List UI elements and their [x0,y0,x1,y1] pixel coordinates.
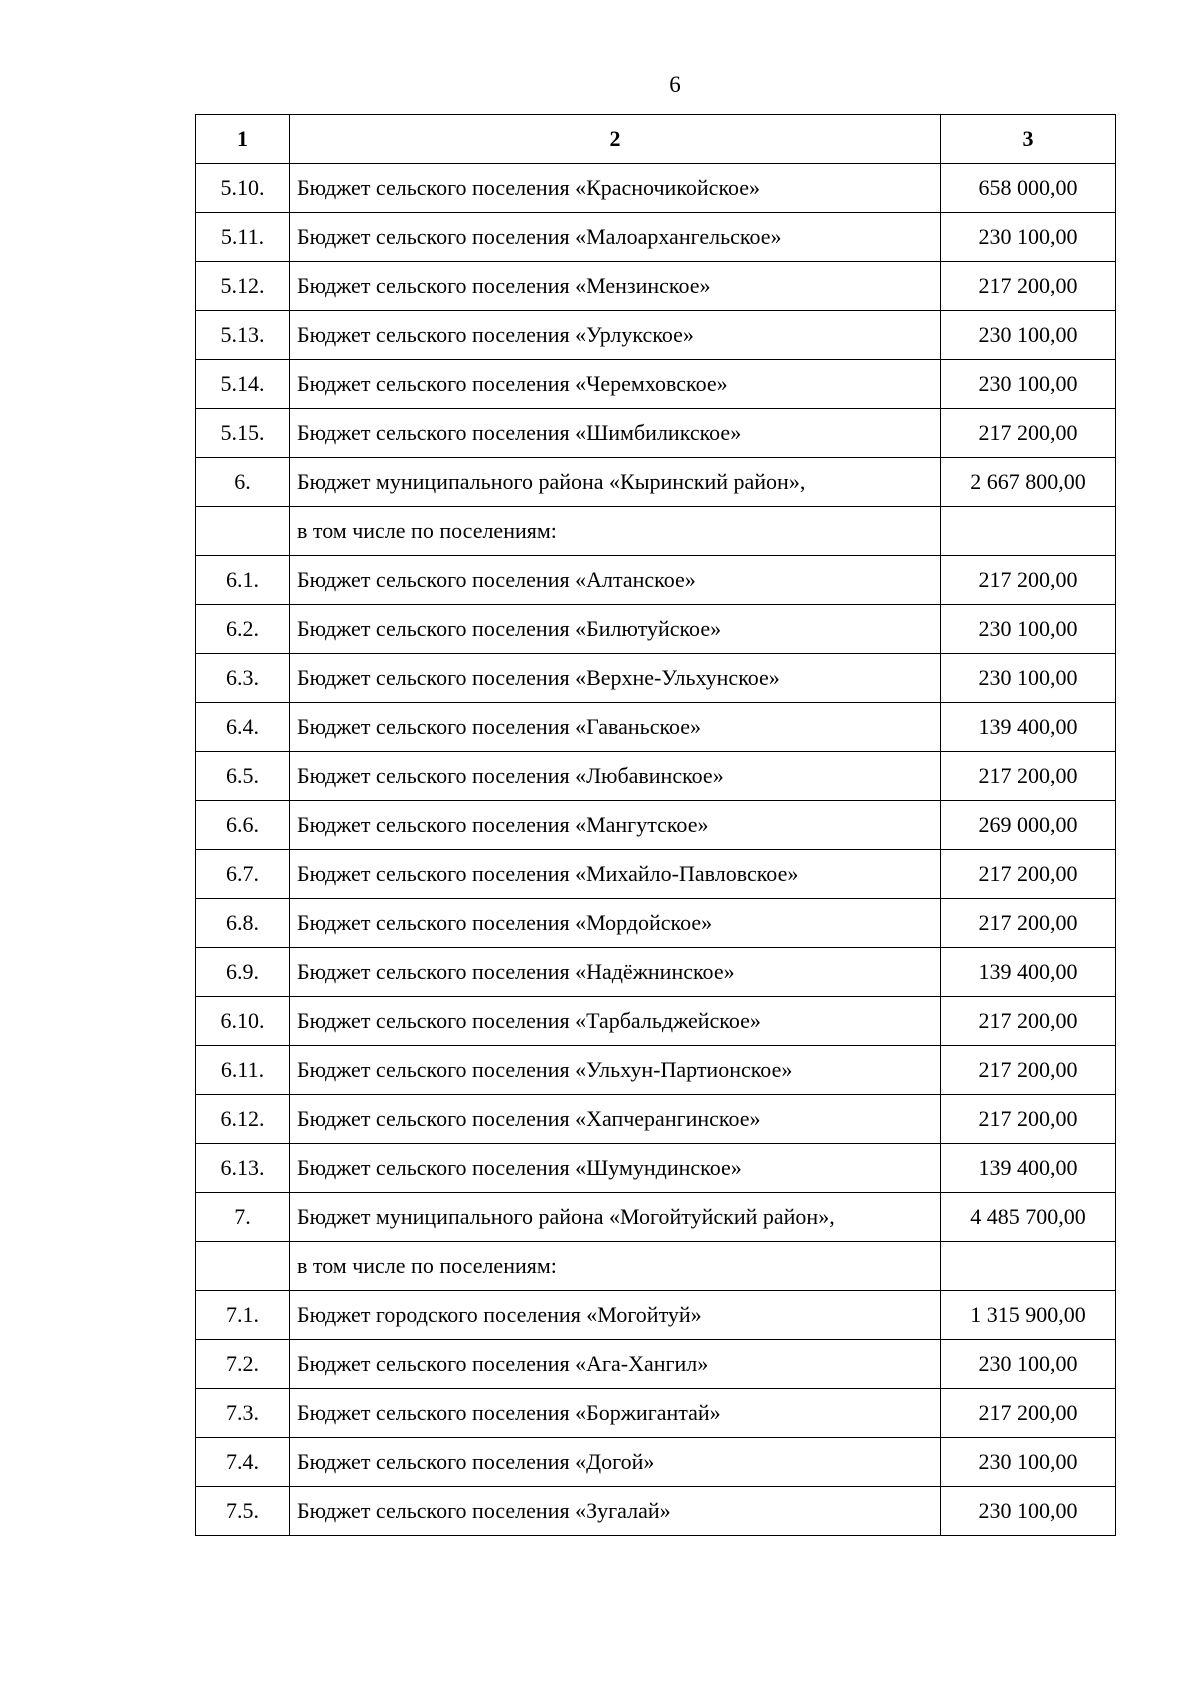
row-name: Бюджет сельского поселения «Мордойское» [290,899,941,948]
budget-table-body [196,115,1116,1536]
row-name: Бюджет сельского поселения «Михайло-Павловское» [290,850,941,899]
row-amount: 139 400,00 [941,703,1116,752]
table-row [196,605,1116,654]
row-name: в том числе по поселениям: [290,1242,941,1291]
row-name: в том числе по поселениям: [290,507,941,556]
row-amount: 217 200,00 [941,262,1116,311]
table-row [196,1144,1116,1193]
row-amount: 4 485 700,00 [941,1193,1116,1242]
row-number: 6.11. [196,1046,290,1095]
row-number: 5.10. [196,164,290,213]
row-amount: 230 100,00 [941,654,1116,703]
row-name: Бюджет сельского поселения «Шимбиликское» [290,409,941,458]
row-name: Бюджет сельского поселения «Малоархангельское» [290,213,941,262]
table-row [196,1389,1116,1438]
header-col-1: 1 [196,115,290,164]
table-row [196,262,1116,311]
table-row [196,507,1116,556]
row-name: Бюджет сельского поселения «Надёжнинское» [290,948,941,997]
row-amount: 217 200,00 [941,1389,1116,1438]
row-name: Бюджет сельского поселения «Зугалай» [290,1487,941,1536]
row-name: Бюджет сельского поселения «Ага-Хангил» [290,1340,941,1389]
row-amount: 230 100,00 [941,1487,1116,1536]
row-name: Бюджет сельского поселения «Мангутское» [290,801,941,850]
row-number: 7.5. [196,1487,290,1536]
row-number: 6.3. [196,654,290,703]
row-name: Бюджет сельского поселения «Шумундинское» [290,1144,941,1193]
row-number [196,507,290,556]
table-row [196,997,1116,1046]
row-number: 5.12. [196,262,290,311]
row-amount: 217 200,00 [941,850,1116,899]
row-number: 6.9. [196,948,290,997]
row-number: 6.13. [196,1144,290,1193]
row-amount: 230 100,00 [941,360,1116,409]
row-name: Бюджет сельского поселения «Боржигантай» [290,1389,941,1438]
row-number: 5.13. [196,311,290,360]
row-name: Бюджет сельского поселения «Билютуйское» [290,605,941,654]
row-name: Бюджет сельского поселения «Мензинское» [290,262,941,311]
table-row [196,1291,1116,1340]
row-amount: 217 200,00 [941,899,1116,948]
row-amount: 217 200,00 [941,752,1116,801]
table-row [196,1193,1116,1242]
row-amount: 217 200,00 [941,1095,1116,1144]
row-amount: 230 100,00 [941,1340,1116,1389]
row-amount: 217 200,00 [941,556,1116,605]
row-number: 6.6. [196,801,290,850]
row-name: Бюджет сельского поселения «Красночикойское» [290,164,941,213]
table-row [196,1438,1116,1487]
row-name: Бюджет сельского поселения «Ульхун-Партионское» [290,1046,941,1095]
row-name: Бюджет сельского поселения «Алтанское» [290,556,941,605]
row-amount: 230 100,00 [941,213,1116,262]
row-name: Бюджет сельского поселения «Черемховское» [290,360,941,409]
row-amount: 230 100,00 [941,1438,1116,1487]
row-amount [941,1242,1116,1291]
row-number: 5.14. [196,360,290,409]
row-name: Бюджет сельского поселения «Догой» [290,1438,941,1487]
row-name: Бюджет городского поселения «Могойтуй» [290,1291,941,1340]
row-amount: 230 100,00 [941,311,1116,360]
row-amount: 217 200,00 [941,997,1116,1046]
table-row [196,1487,1116,1536]
table-row [196,703,1116,752]
row-number: 6.1. [196,556,290,605]
row-number: 6.10. [196,997,290,1046]
table-row [196,1340,1116,1389]
row-amount: 139 400,00 [941,1144,1116,1193]
row-name: Бюджет сельского поселения «Тарбальджейское» [290,997,941,1046]
row-amount: 2 667 800,00 [941,458,1116,507]
row-number: 5.11. [196,213,290,262]
row-name: Бюджет сельского поселения «Урлукское» [290,311,941,360]
row-amount: 658 000,00 [941,164,1116,213]
table-row [196,458,1116,507]
row-number: 7. [196,1193,290,1242]
row-number: 6.7. [196,850,290,899]
row-name: Бюджет сельского поселения «Хапчерангинское» [290,1095,941,1144]
table-row [196,752,1116,801]
row-number: 6.2. [196,605,290,654]
table-row [196,1242,1116,1291]
row-name: Бюджет муниципального района «Кыринский район», [290,458,941,507]
table-header-row [196,115,1116,164]
table-row [196,1046,1116,1095]
budget-table [195,114,1116,1536]
header-col-3: 3 [941,115,1116,164]
row-number: 7.4. [196,1438,290,1487]
row-number: 7.2. [196,1340,290,1389]
row-amount: 217 200,00 [941,1046,1116,1095]
row-amount: 269 000,00 [941,801,1116,850]
row-number: 6.12. [196,1095,290,1144]
table-row [196,311,1116,360]
table-row [196,556,1116,605]
row-number: 6. [196,458,290,507]
table-row [196,948,1116,997]
row-amount: 1 315 900,00 [941,1291,1116,1340]
table-row [196,409,1116,458]
row-name: Бюджет сельского поселения «Верхне-Ульхунское» [290,654,941,703]
page-number: 6 [669,72,681,97]
row-number: 6.8. [196,899,290,948]
row-amount: 230 100,00 [941,605,1116,654]
row-number: 6.5. [196,752,290,801]
header-col-2: 2 [290,115,941,164]
row-number: 7.1. [196,1291,290,1340]
row-number: 6.4. [196,703,290,752]
row-amount: 217 200,00 [941,409,1116,458]
row-name: Бюджет сельского поселения «Гаваньское» [290,703,941,752]
table-row [196,654,1116,703]
row-name: Бюджет муниципального района «Могойтуйский район», [290,1193,941,1242]
row-number: 5.15. [196,409,290,458]
table-row [196,801,1116,850]
row-number: 7.3. [196,1389,290,1438]
table-row [196,899,1116,948]
row-amount [941,507,1116,556]
table-row [196,850,1116,899]
table-row [196,213,1116,262]
table-row [196,360,1116,409]
row-number [196,1242,290,1291]
table-row [196,164,1116,213]
row-amount: 139 400,00 [941,948,1116,997]
table-row [196,1095,1116,1144]
row-name: Бюджет сельского поселения «Любавинское» [290,752,941,801]
